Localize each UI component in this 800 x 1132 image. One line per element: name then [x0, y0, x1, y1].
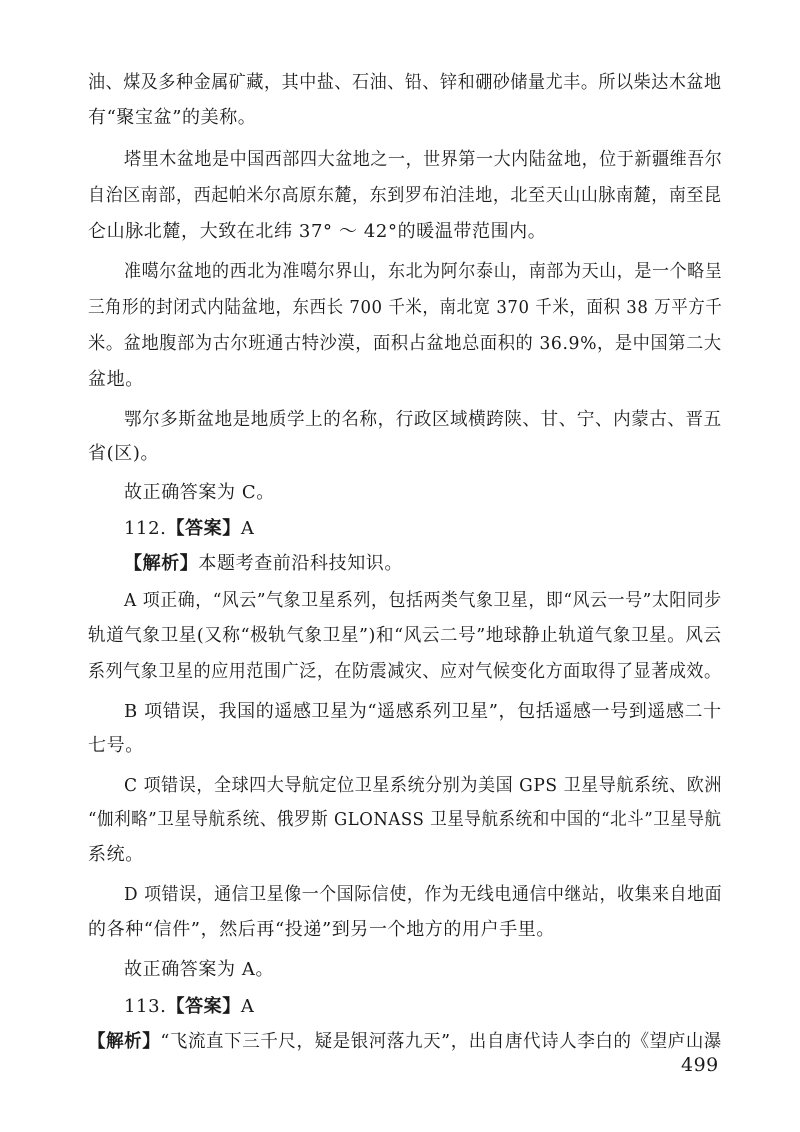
conclusion-line: 故正确答案为 A。	[124, 959, 275, 980]
question-113-analysis	[88, 1030, 722, 1054]
paragraph-line: 系列气象卫星的应用范围广泛，在防震减灾、应对气候变化方面取得了显著成效。	[88, 661, 722, 682]
analysis-text: “飞流直下三千尺，疑是银河落九天”，出自唐代诗人李白的《望庐山瀑	[160, 1031, 723, 1052]
paragraph-line: 油、煤及多种金属矿藏，其中盐、石油、铅、锌和硼砂储量尤丰。所以柴达木盆地	[88, 72, 722, 93]
paragraph-line: 系统。	[88, 844, 144, 865]
question-112-analysis	[124, 552, 403, 576]
question-112-answer	[124, 517, 255, 541]
paragraph-line: D 项错误，通信卫星像一个国际信使，作为无线电通信中继站，收集来自地面	[124, 884, 723, 905]
paragraph-line: 的各种“信件”，然后再“投递”到另一个地方的用户手里。	[88, 919, 556, 940]
conclusion-line: 故正确答案为 C。	[124, 482, 275, 503]
question-number: 112.	[124, 518, 167, 539]
analysis-intro: 本题考查前沿科技知识。	[198, 553, 404, 574]
paragraph-line: 米。盆地腹部为古尔班通古特沙漠，面积占盆地总面积的 36.9%，是中国第二大	[88, 333, 722, 354]
answer-value: A	[240, 518, 255, 539]
paragraph-line: 鄂尔多斯盆地是地质学上的名称，行政区域横跨陕、甘、宁、内蒙古、晋五	[124, 409, 722, 430]
analysis-label: 【解析】	[124, 553, 199, 574]
question-number: 113.	[124, 996, 167, 1017]
page-number: 499	[681, 1054, 719, 1076]
paragraph-line: 轨道气象卫星(又称“极轨气象卫星”)和“风云二号”地球静止轨道气象卫星。风云	[88, 625, 722, 646]
paragraph-line: A 项正确，“风云”气象卫星系列，包括两类气象卫星，即“风云一号”太阳同步	[124, 590, 722, 611]
paragraph-line: 三角形的封闭式内陆盆地，东西长 700 千米，南北宽 370 千米，面积 38 万平方千	[88, 297, 723, 318]
paragraph-line: 七号。	[88, 735, 144, 756]
answer-value: A	[240, 996, 255, 1017]
paragraph-line: “伽利略”卫星导航系统、俄罗斯 GLONASS 卫星导航系统和中国的“北斗”卫星导航	[88, 809, 722, 830]
paragraph-line: 盆地。	[88, 369, 144, 390]
paragraph-line: 准噶尔盆地的西北为准噶尔界山，东北为阿尔泰山，南部为天山，是一个略呈	[124, 261, 723, 282]
paragraph-line: 省(区)。	[88, 443, 160, 464]
answer-label: 【答案】	[166, 996, 241, 1017]
paragraph-line: 有“聚宝盆”的美称。	[88, 107, 257, 128]
answer-label: 【答案】	[166, 518, 241, 539]
paragraph-line: 自治区南部，西起帕米尔高原东麓，东到罗布泊洼地，北至天山山脉南麓，南至昆	[88, 185, 722, 206]
paragraph-line: 仑山脉北麓，大致在北纬 37° ～ 42°的暖温带范围内。	[88, 221, 547, 242]
analysis-label: 【解析】	[88, 1031, 161, 1052]
paragraph-line: 塔里木盆地是中国西部四大盆地之一，世界第一大内陆盆地，位于新疆维吾尔	[124, 149, 723, 170]
paragraph-line: C 项错误，全球四大导航定位卫星系统分别为美国 GPS 卫星导航系统、欧洲	[124, 775, 722, 796]
question-113-answer	[124, 995, 255, 1019]
paragraph-line: B 项错误，我国的遥感卫星为“遥感系列卫星”，包括遥感一号到遥感二十	[124, 701, 722, 722]
